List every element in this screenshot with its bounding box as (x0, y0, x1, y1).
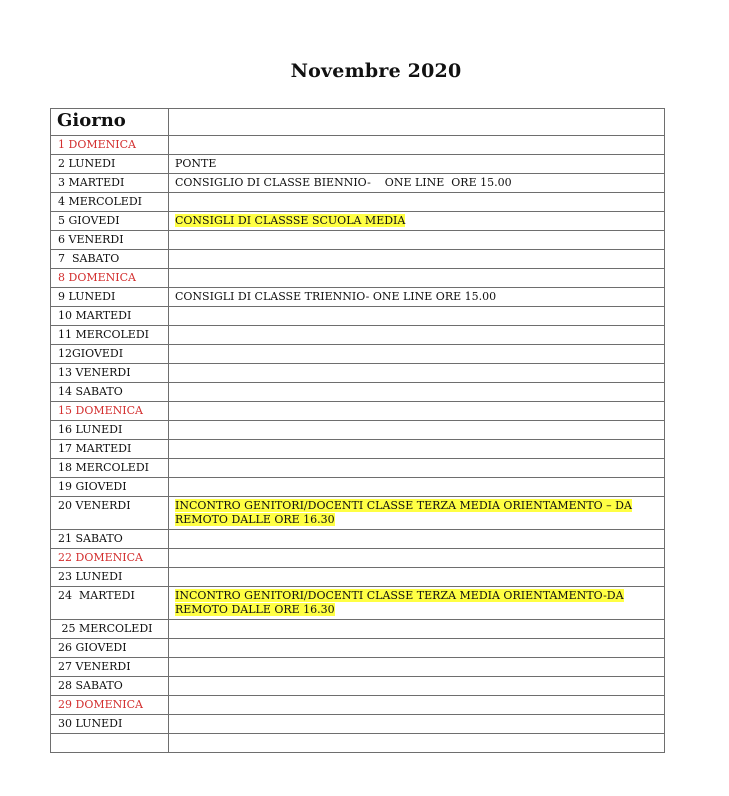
day-cell: 14 SABATO (51, 383, 169, 402)
note-cell (169, 715, 665, 734)
day-cell: 13 VENERDI (51, 364, 169, 383)
day-cell: 2 LUNEDI (51, 155, 169, 174)
table-row (51, 734, 665, 753)
note-cell (169, 440, 665, 459)
table-row (51, 174, 665, 193)
note-cell (169, 497, 665, 530)
day-cell: 11 MERCOLEDI (51, 326, 169, 345)
table-row (51, 136, 665, 155)
day-cell: 22 DOMENICA (51, 549, 169, 568)
note-cell (169, 459, 665, 478)
note-text: CONSIGLIO DI CLASSE BIENNIO- ONE LINE ORE 15.00 (175, 176, 512, 189)
day-cell (51, 734, 169, 753)
table-row (51, 677, 665, 696)
note-cell (169, 478, 665, 497)
table-header-row (51, 109, 665, 136)
note-cell (169, 136, 665, 155)
table-row (51, 155, 665, 174)
day-cell: 28 SABATO (51, 677, 169, 696)
note-cell (169, 530, 665, 549)
note-cell (169, 402, 665, 421)
note-cell (169, 620, 665, 639)
day-cell: 26 GIOVEDI (51, 639, 169, 658)
note-cell (169, 734, 665, 753)
table-row (51, 307, 665, 326)
table-row (51, 620, 665, 639)
highlighted-note-text: CONSIGLI DI CLASSSE SCUOLA MEDIA (175, 214, 406, 227)
table-row (51, 269, 665, 288)
day-cell: 27 VENERDI (51, 658, 169, 677)
table-row (51, 530, 665, 549)
note-text: PONTE (175, 157, 217, 170)
note-cell (169, 174, 665, 193)
note-cell (169, 269, 665, 288)
note-text: CONSIGLI DI CLASSE TRIENNIO- ONE LINE ORE 15.00 (175, 290, 497, 303)
table-row (51, 696, 665, 715)
day-cell: 7 SABATO (51, 250, 169, 269)
day-cell: 20 VENERDI (51, 497, 169, 530)
day-cell: 6 VENERDI (51, 231, 169, 250)
table-row (51, 497, 665, 530)
day-cell: 17 MARTEDI (51, 440, 169, 459)
note-cell (169, 639, 665, 658)
note-cell (169, 326, 665, 345)
table-row (51, 212, 665, 231)
day-cell: 1 DOMENICA (51, 136, 169, 155)
note-cell (169, 549, 665, 568)
table-row (51, 288, 665, 307)
day-cell: 15 DOMENICA (51, 402, 169, 421)
header-empty-cell (169, 109, 665, 136)
note-cell (169, 231, 665, 250)
calendar-table (50, 108, 665, 753)
note-cell (169, 421, 665, 440)
table-row (51, 478, 665, 497)
note-cell (169, 364, 665, 383)
table-row (51, 402, 665, 421)
note-cell (169, 250, 665, 269)
calendar-body (51, 109, 665, 753)
day-cell: 19 GIOVEDI (51, 478, 169, 497)
note-cell (169, 677, 665, 696)
table-row (51, 250, 665, 269)
day-cell: 12GIOVEDI (51, 345, 169, 364)
table-row (51, 440, 665, 459)
table-row (51, 345, 665, 364)
table-row (51, 193, 665, 212)
table-row (51, 231, 665, 250)
note-cell (169, 155, 665, 174)
day-cell: 10 MARTEDI (51, 307, 169, 326)
table-row (51, 587, 665, 620)
table-row (51, 421, 665, 440)
note-cell (169, 658, 665, 677)
note-cell (169, 212, 665, 231)
day-cell: 5 GIOVEDI (51, 212, 169, 231)
table-row (51, 639, 665, 658)
table-row (51, 383, 665, 402)
day-cell: 4 MERCOLEDI (51, 193, 169, 212)
table-row (51, 658, 665, 677)
note-cell (169, 587, 665, 620)
note-cell (169, 383, 665, 402)
day-cell: 18 MERCOLEDI (51, 459, 169, 478)
note-cell (169, 345, 665, 364)
day-cell: 24 MARTEDI (51, 587, 169, 620)
table-row (51, 326, 665, 345)
day-cell: 23 LUNEDI (51, 568, 169, 587)
table-row (51, 549, 665, 568)
day-cell: 30 LUNEDI (51, 715, 169, 734)
day-cell: 3 MARTEDI (51, 174, 169, 193)
day-cell: 25 MERCOLEDI (51, 620, 169, 639)
day-cell: 16 LUNEDI (51, 421, 169, 440)
table-row (51, 459, 665, 478)
day-cell: 8 DOMENICA (51, 269, 169, 288)
header-giorno: Giorno (51, 109, 169, 136)
note-cell (169, 696, 665, 715)
table-row (51, 568, 665, 587)
note-cell (169, 307, 665, 326)
table-row (51, 364, 665, 383)
page-title: Novembre 2020 (290, 60, 462, 82)
highlighted-note-text: INCONTRO GENITORI/DOCENTI CLASSE TERZA MEDIA ORIENTAMENTO-DA REMOTO DALLE ORE 16.30 (175, 589, 624, 616)
day-cell: 29 DOMENICA (51, 696, 169, 715)
day-cell: 21 SABATO (51, 530, 169, 549)
note-cell (169, 193, 665, 212)
day-cell: 9 LUNEDI (51, 288, 169, 307)
table-row (51, 715, 665, 734)
highlighted-note-text: INCONTRO GENITORI/DOCENTI CLASSE TERZA MEDIA ORIENTAMENTO – DA REMOTO DALLE ORE 16.30 (175, 499, 632, 526)
note-cell (169, 288, 665, 307)
note-cell (169, 568, 665, 587)
